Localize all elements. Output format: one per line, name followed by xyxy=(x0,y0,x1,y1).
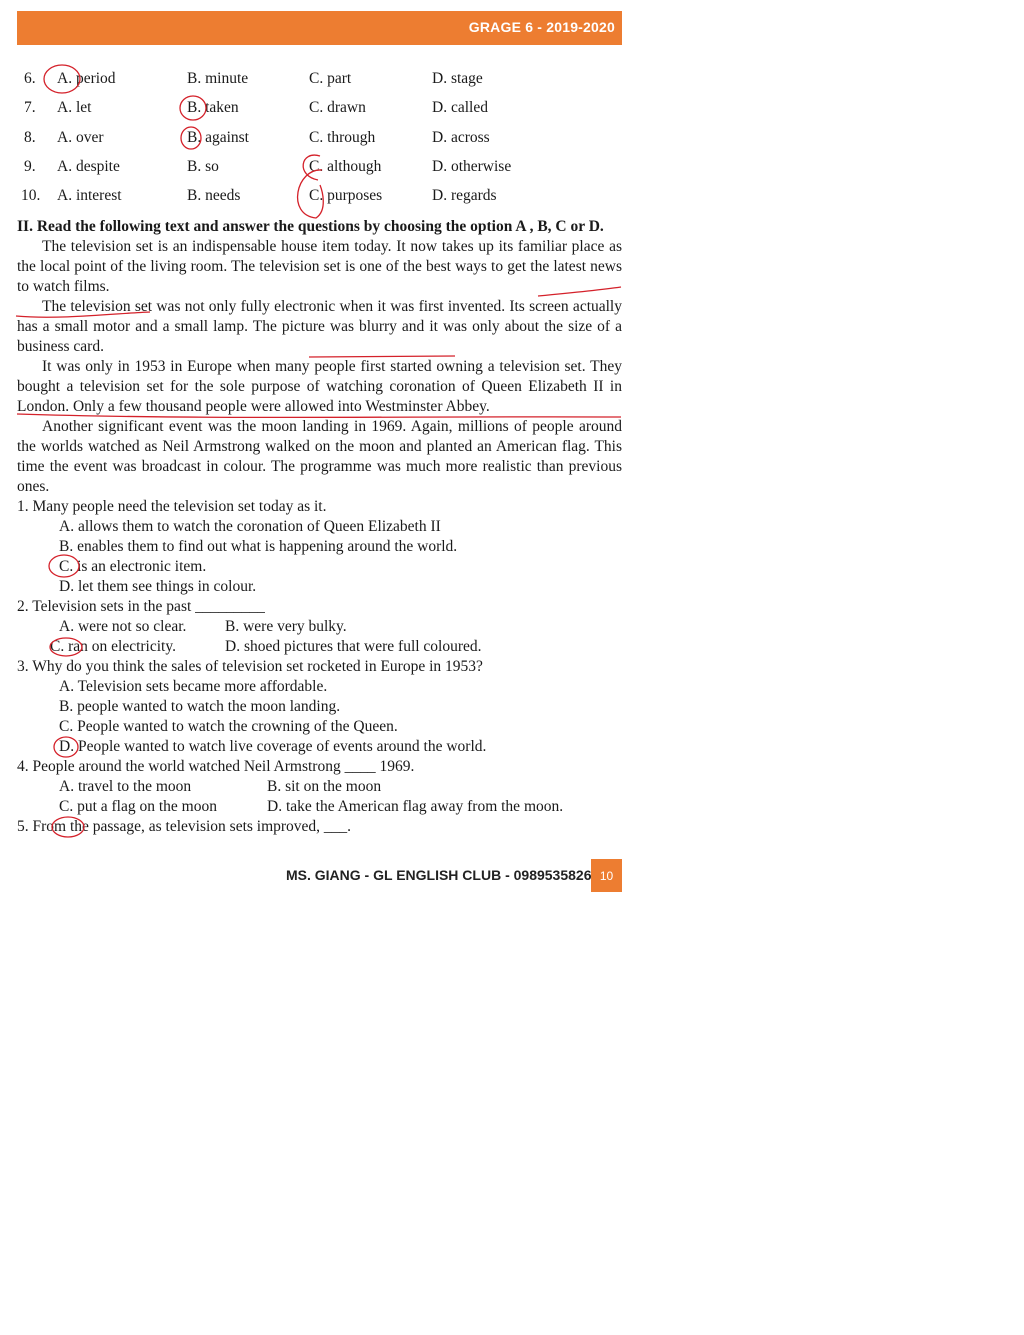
answer-option: C. put a flag on the moon xyxy=(59,798,217,816)
option-d: D. across xyxy=(432,128,490,146)
question-5: 5. From the passage, as television sets improved, ___. xyxy=(17,818,352,836)
passage-paragraph: The television set was not only fully electronic when it was first invented. Its screen actually has a small motor and a small lamp. The picture was blurry and it was only about the size of a business card. xyxy=(17,298,622,356)
option-number: 6. xyxy=(24,70,36,87)
option-number: 9. xyxy=(24,157,36,175)
question-4: 4. People around the world watched Neil Armstrong ____ 1969. xyxy=(17,758,415,776)
option-a: A. period xyxy=(57,70,116,87)
page-number: 10 xyxy=(591,859,622,892)
option-a: A. over xyxy=(57,128,104,146)
answer-option: B. enables them to find out what is happening around the world. xyxy=(59,538,458,556)
answer-pair xyxy=(17,797,622,817)
option-b: B. so xyxy=(187,157,219,175)
option-c: C. drawn xyxy=(309,99,366,117)
answer-option: D. take the American flag away from the moon. xyxy=(267,798,564,816)
option-number: 10. xyxy=(21,187,41,205)
option-d: D. stage xyxy=(432,70,483,87)
option-a: A. despite xyxy=(57,157,120,175)
answer-option: D. shoed pictures that were full coloured. xyxy=(225,638,482,656)
passage-paragraph: The television set is an indispensable house item today. It now takes up its familiar place as the local point of the living room. The television set is one of the best ways to get the latest news to watch films. xyxy=(17,238,622,296)
answer-pair xyxy=(17,617,622,637)
option-a: A. interest xyxy=(57,187,122,205)
answer-option: A. were not so clear. xyxy=(59,618,187,636)
option-c: C. part xyxy=(309,70,352,87)
worksheet-page xyxy=(17,66,622,837)
option-b: B. minute xyxy=(187,70,249,87)
footer-text: MS. GIANG - GL ENGLISH CLUB - 0989535826 xyxy=(286,867,592,883)
option-a: A. let xyxy=(57,99,92,117)
answer-option: A. Television sets became more affordable. xyxy=(59,678,328,696)
answer-option: C. People wanted to watch the crowning of the Queen. xyxy=(59,718,398,736)
header-bar xyxy=(17,11,622,45)
question-1: 1. Many people need the television set today as it. xyxy=(17,498,327,516)
answer-option: B. people wanted to watch the moon landing. xyxy=(59,698,341,716)
answer-option: B. were very bulky. xyxy=(225,618,347,636)
question-3: 3. Why do you think the sales of television set rocketed in Europe in 1953? xyxy=(17,658,483,676)
option-b: B. needs xyxy=(187,187,241,205)
option-b: B. taken xyxy=(187,99,239,117)
option-row xyxy=(17,95,622,124)
option-row xyxy=(17,154,622,183)
answer-option: A. travel to the moon xyxy=(59,778,192,796)
passage-paragraph: Another significant event was the moon landing in 1969. Again, millions of people around the worlds watched as Neil Armstrong walked on the moon and planted an American flag. This time the event was broadcast in colour. The programme was much more realistic than previous ones. xyxy=(17,418,622,496)
answer-pair xyxy=(17,637,622,657)
option-d: D. regards xyxy=(432,187,497,205)
answer-option: D. People wanted to watch live coverage of events around the world. xyxy=(59,738,487,756)
option-number: 8. xyxy=(24,128,36,146)
answer-pair xyxy=(17,777,622,797)
answer-option: A. allows them to watch the coronation of Queen Elizabeth II xyxy=(59,518,441,536)
answer-option: C. ran on electricity. xyxy=(50,638,176,656)
option-d: D. called xyxy=(432,99,488,117)
section-title: II. Read the following text and answer the questions by choosing the option A , B, C or D. xyxy=(17,218,604,236)
option-b: B. against xyxy=(187,128,249,146)
option-c: C. purposes xyxy=(309,187,383,205)
answer-option: C. is an electronic item. xyxy=(59,558,207,576)
passage-paragraph: It was only in 1953 in Europe when many people first started owning a television set. They bought a television set for the sole purpose of watching coronation of Queen Elizabeth II in London. Only a few thousand people were allowed into Westminster Abbey. xyxy=(17,358,622,416)
option-row xyxy=(17,66,622,95)
option-row xyxy=(17,183,622,212)
option-d: D. otherwise xyxy=(432,157,512,175)
question-2: 2. Television sets in the past _________ xyxy=(17,598,265,616)
answer-option: D. let them see things in colour. xyxy=(59,578,257,596)
option-c: C. through xyxy=(309,128,376,146)
option-row xyxy=(17,125,622,154)
option-c: C. although xyxy=(309,157,382,175)
option-number: 7. xyxy=(24,99,36,117)
header-title: GRAGE 6 - 2019-2020 xyxy=(468,19,615,35)
answer-option: B. sit on the moon xyxy=(267,778,382,796)
